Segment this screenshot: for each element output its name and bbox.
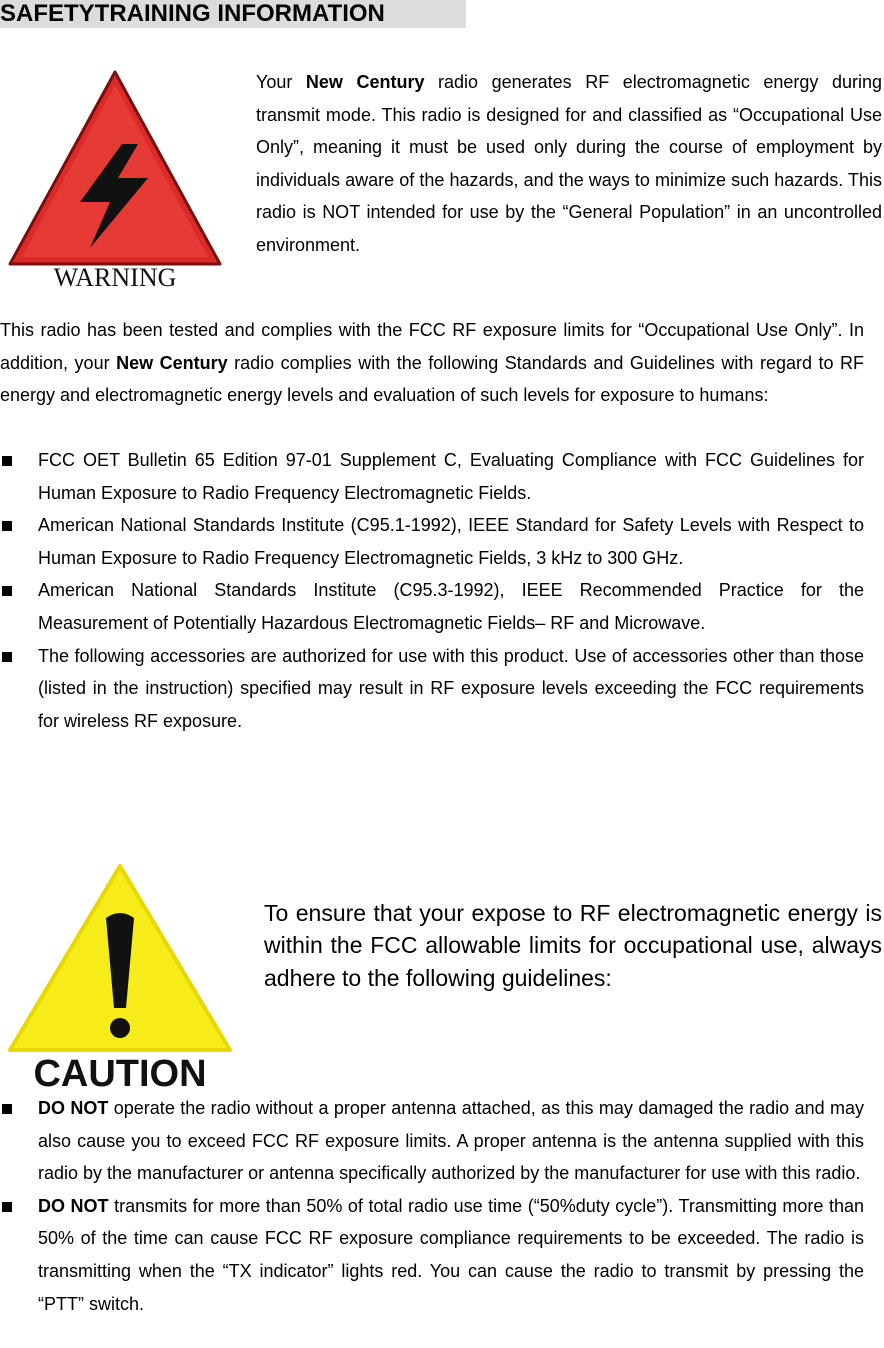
- bullet-icon: [2, 586, 12, 596]
- warning-lightning-triangle-icon: [2, 52, 228, 302]
- guidelines-list: [0, 1092, 864, 1320]
- compliance-paragraph: This radio has been tested and complies with the FCC RF exposure limits for “Occupational Use Only”. In addition, your New Century radio complies with the following Standards and Guidelines with regard to RF energy and electromagnetic energy levels and evaluation of such levels for exposure to humans:: [0, 320, 864, 406]
- caution-text: To ensure that your expose to RF electromagnetic energy is within the FCC allowable limits for occupational use, always adhere to the following guidelines:: [264, 900, 882, 991]
- intro-paragraph: Your New Century radio generates RF electromagnetic energy during transmit mode. This radio is designed for and classified as “Occupational Use Only”, meaning it must be used only during the course of employment by individuals aware of the hazards, and the ways to minimize such hazards. This radio is NOT intended for use by the “General Population” in an uncontrolled environment.: [256, 72, 882, 255]
- list-item: DO NOT transmits for more than 50% of total radio use time (“50%duty cycle”). Transmitting more than 50% of the time can cause FCC RF exposure compliance requirements to be exceeded. The radio is transmitting when the “TX indicator” lights red. You can cause the radio to transmit by pressing the “PTT” switch.: [0, 1190, 864, 1320]
- list-item: DO NOT operate the radio without a proper antenna attached, as this may damaged the radio and may also cause you to exceed FCC RF exposure limits. A proper antenna is the antenna supplied with this radio by the manufacturer or antenna specifically authorized by the manufacturer for use with this radio.: [0, 1092, 864, 1190]
- bullet-icon: [2, 1202, 12, 1212]
- warning-label: WARNING: [53, 263, 177, 292]
- warning-graphic: [2, 52, 228, 302]
- list-item: American National Standards Institute (C95.1-1992), IEEE Standard for Safety Levels with Respect to Human Exposure to Radio Frequency Electromagnetic Fields, 3 kHz to 300 GHz.: [0, 509, 864, 574]
- caution-exclamation-triangle-icon: [2, 858, 238, 1092]
- standards-list: [0, 444, 864, 737]
- bullet-icon: [2, 1104, 12, 1114]
- bullet-icon: [2, 521, 12, 531]
- list-item: American National Standards Institute (C95.3-1992), IEEE Recommended Practice for the Measurement of Potentially Hazardous Electromagnetic Fields– RF and Microwave.: [0, 574, 864, 639]
- caution-label: CAUTION: [33, 1053, 207, 1092]
- list-item: The following accessories are authorized for use with this product. Use of accessories other than those (listed in the instruction) specified may result in RF exposure levels exceeding the FCC requirements for wireless RF exposure.: [0, 640, 864, 738]
- caution-graphic: [2, 858, 238, 1092]
- bullet-icon: [2, 652, 12, 662]
- list-item: FCC OET Bulletin 65 Edition 97-01 Supplement C, Evaluating Compliance with FCC Guidelines for Human Exposure to Radio Frequency Electromagnetic Fields.: [0, 444, 864, 509]
- brand-name: New Century: [116, 352, 228, 373]
- brand-name: New Century: [305, 72, 425, 92]
- bullet-icon: [2, 456, 12, 466]
- page-title: SAFETYTRAINING INFORMATION: [0, 0, 466, 28]
